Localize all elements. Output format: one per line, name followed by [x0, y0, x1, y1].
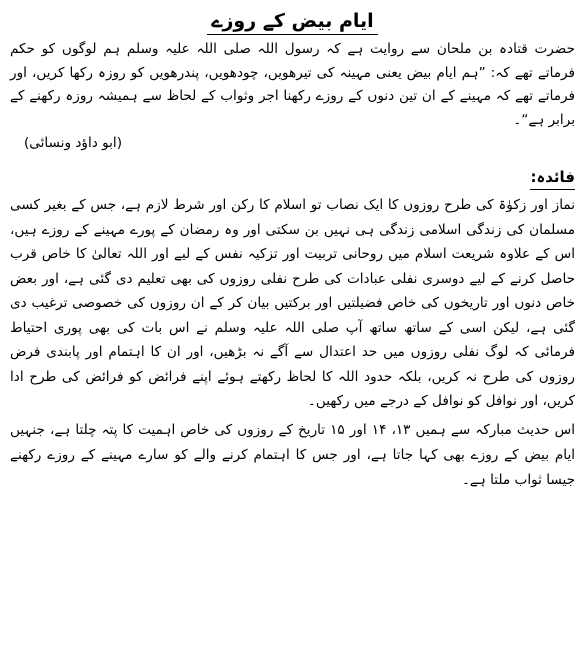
document-page: [10, 8, 575, 493]
benefit-paragraph-1: نماز اور زکوٰۃ کی طرح روزوں کا ایک نصاب تو اسلام کا رکن اور شرط لازم ہے، جس کے بغیر کسی مسلمان کی زندگی اسلامی زندگی ہی نہیں بن سکتی اور وہ رمضان کے پورے مہینے کے روزے ہیں، اس کے علاوہ شریعت اسلام میں روحانی تربیت اور تزکیہ نفس کے لیے اور اللہ تعالیٰ کا خاص قرب حاصل کرنے کے لیے دوسری نفلی عبادات کی طرح نفلی روزوں کی بھی تعلیم دی گئی ہے، اور بعض خاص دنوں اور تاریخوں کی خاص فضیلتیں اور برکتیں بیان کر کے ان روزوں کی خصوصی ترغیب دی گئی ہے، لیکن اسی کے ساتھ ساتھ آپ صلی اللہ علیہ وسلم نے اس بات کی بھی پوری احتیاط فرمائی کہ لوگ نفلی روزوں میں حد اعتدال سے آگے نہ بڑھیں، اور ان کا اہتمام اور پابندی فرض روزوں کی طرح نہ کریں، بلکہ حدود اللہ کا لحاظ رکھتے ہوئے اپنے فرائض کو فرائض کی طرح ادا کریں، اور نوافل کو نوافل کے درجے میں رکھیں۔: [10, 197, 575, 409]
hadith-reference: (ابو داؤد ونسائی): [24, 135, 123, 151]
benefit-heading: فائدہ:: [530, 165, 575, 190]
hadith-paragraph: حضرت قتادہ بن ملحان سے روایت ہے کہ رسول اللہ صلی اللہ علیہ وسلم ہم لوگوں کو حکم فرماتے تھے کہ: ”ہم ایام بیض یعنی مہینہ کی تیرھویں، چودھویں، پندرھویں کو روزہ رکھا کریں، اور فرماتے تھے کہ مہینے کے ان تین دنوں کے روزے رکھنا اجر وثواب کے لحاظ سے ہمیشہ روزہ رکھنے کے برابر ہے“۔: [10, 41, 575, 128]
benefit-paragraph-2: اس حدیث مبارکہ سے ہمیں ۱۳، ۱۴ اور ۱۵ تاریخ کے روزوں کی خاص اہمیت کا پتہ چلتا ہے، جنہیں ایام بیض کے روزے بھی کہا جاتا ہے، اور جس کا اہتمام کرنے والے کو سارے مہینے کے روزے رکھنے جیسا ثواب ملتا ہے۔: [10, 421, 575, 488]
title-container: [10, 8, 575, 36]
benefit-heading-container: [10, 165, 575, 193]
page-title: ایام بیض کے روزے: [207, 8, 377, 35]
